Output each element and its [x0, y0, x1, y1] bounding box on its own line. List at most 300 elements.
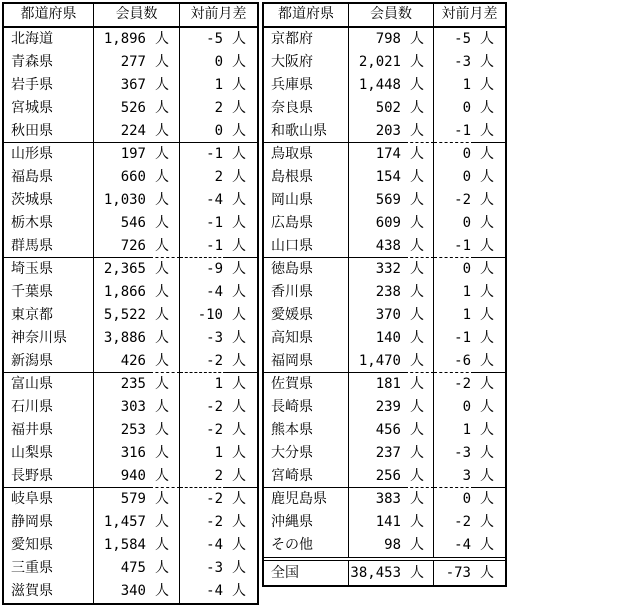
members-unit-label: 人: [150, 143, 180, 166]
diff-value-cell: -2: [206, 422, 223, 438]
table-row: [264, 143, 505, 166]
table-body-left: [4, 28, 257, 603]
diff-unit-label: 人: [232, 54, 246, 70]
diff-unit-label: 人: [474, 350, 505, 373]
members-unit-label: 人: [150, 465, 180, 488]
prefecture-name-cell: 山形県: [4, 143, 94, 166]
members-value-cell: 237: [375, 445, 401, 461]
diff-unit-label: 人: [480, 307, 494, 323]
diff-unit-label: 人: [474, 465, 505, 488]
diff-value-cell: 2: [214, 169, 223, 185]
diff-value-cell: -2: [454, 192, 471, 208]
table-row: [4, 327, 257, 350]
prefecture-name-cell: 長崎県: [264, 396, 349, 419]
diff-unit-label: 人: [232, 422, 246, 438]
header-prefecture: 都道府県: [4, 4, 94, 26]
prefecture-name-cell: 鹿児島県: [264, 488, 349, 511]
header-diff: 対前月差: [190, 6, 247, 22]
members-value-cell: 181: [375, 376, 401, 392]
table-row: [4, 304, 257, 327]
members-value-cell: 1,448: [358, 77, 401, 93]
members-unit-label: 人: [405, 327, 434, 350]
table-header-row: [4, 4, 257, 28]
diff-value-cell: 1: [214, 445, 223, 461]
table-row: [4, 143, 257, 166]
members-value-cell: 456: [375, 422, 401, 438]
members-value-cell: 660: [120, 169, 146, 185]
diff-unit-label: 人: [232, 261, 246, 277]
table-row: [4, 557, 257, 580]
members-unit-label: 人: [150, 51, 180, 74]
diff-unit-label: 人: [480, 31, 494, 47]
header-prefecture: 都道府県: [264, 4, 349, 26]
members-value-cell: 253: [120, 422, 146, 438]
table-row: [264, 97, 505, 120]
table-row: [264, 189, 505, 212]
members-value-cell: 609: [375, 215, 401, 231]
members-unit-label: 人: [150, 396, 180, 419]
prefecture-name-cell: 茨城県: [4, 189, 94, 212]
diff-value-cell: -5: [454, 31, 471, 47]
table-row: [4, 281, 257, 304]
prefecture-name-cell: 大阪府: [264, 51, 349, 74]
members-value-cell: 367: [120, 77, 146, 93]
diff-value-cell: 0: [214, 54, 223, 70]
table-row: [4, 419, 257, 442]
members-unit-label: 人: [405, 51, 434, 74]
members-unit-label: 人: [150, 212, 180, 235]
diff-value-cell: 1: [462, 307, 471, 323]
diff-value-cell: 0: [462, 169, 471, 185]
diff-unit-label: 人: [232, 215, 246, 231]
diff-value-cell: -2: [206, 399, 223, 415]
members-value-cell: 1,470: [349, 350, 405, 373]
diff-unit-label: 人: [226, 465, 257, 488]
diff-unit-label: 人: [232, 445, 246, 461]
diff-value-cell: -2: [454, 376, 471, 392]
diff-value-cell: -1: [434, 120, 474, 143]
diff-unit-label: 人: [232, 192, 246, 208]
prefecture-table-left: [2, 2, 259, 605]
diff-value-cell: -2: [206, 491, 223, 507]
members-unit-label: 人: [405, 442, 434, 465]
diff-unit-label: 人: [480, 146, 494, 162]
prefecture-name-cell: 岡山県: [264, 189, 349, 212]
table-row: [4, 465, 257, 488]
diff-unit-label: 人: [232, 284, 246, 300]
table-row: [4, 442, 257, 465]
prefecture-name-cell: 熊本県: [264, 419, 349, 442]
members-value-cell: 224: [94, 120, 150, 143]
prefecture-name-cell: 福岡県: [264, 350, 349, 373]
prefecture-name-cell: 徳島県: [264, 258, 349, 281]
diff-unit-label: 人: [232, 77, 246, 93]
diff-value-cell: -6: [434, 350, 474, 373]
prefecture-name-cell: 長野県: [4, 465, 94, 488]
members-value-cell: 370: [375, 307, 401, 323]
members-value-cell: 303: [120, 399, 146, 415]
diff-unit-label: 人: [480, 215, 494, 231]
diff-value-cell: -2: [454, 514, 471, 530]
total-members-value: 38,453: [350, 565, 401, 581]
diff-value-cell: 0: [462, 146, 471, 162]
diff-value-cell: -3: [454, 54, 471, 70]
members-unit-label: 人: [150, 580, 180, 603]
table-row: [4, 258, 257, 281]
table-row: [264, 235, 505, 258]
prefecture-name-cell: 宮城県: [4, 97, 94, 120]
table-row: [264, 281, 505, 304]
table-row: [4, 235, 257, 258]
members-value-cell: 940: [94, 465, 150, 488]
diff-unit-label: 人: [232, 307, 246, 323]
prefecture-name-cell: 東京都: [4, 304, 94, 327]
members-unit-label: 人: [405, 534, 434, 557]
table-row: [4, 189, 257, 212]
members-value-cell: 277: [120, 54, 146, 70]
diff-value-cell: -1: [206, 146, 223, 162]
prefecture-name-cell: 京都府: [264, 28, 349, 51]
diff-unit-label: 人: [480, 399, 494, 415]
members-unit-label: 人: [405, 511, 434, 534]
diff-value-cell: -9: [206, 261, 223, 277]
table-row: [4, 350, 257, 373]
table-row: [264, 28, 505, 51]
diff-unit-label: 人: [232, 491, 246, 507]
table-row: [4, 511, 257, 534]
members-value-cell: 5,522: [103, 307, 146, 323]
members-unit-label: 人: [405, 28, 434, 51]
members-unit-label: 人: [150, 534, 180, 557]
diff-unit-label: 人: [480, 422, 494, 438]
diff-value-cell: 1: [462, 284, 471, 300]
diff-value-cell: -4: [206, 192, 223, 208]
members-unit-label: 人: [405, 465, 434, 488]
members-unit-label: 人: [405, 120, 434, 143]
prefecture-name-cell: 石川県: [4, 396, 94, 419]
members-unit-label: 人: [150, 488, 180, 511]
prefecture-name-cell: 佐賀県: [264, 373, 349, 396]
prefecture-name-cell: 福島県: [4, 166, 94, 189]
members-unit-label: 人: [405, 258, 434, 281]
members-value-cell: 203: [349, 120, 405, 143]
total-label: 全国: [264, 561, 349, 585]
members-unit-label: 人: [405, 212, 434, 235]
diff-unit-label: 人: [232, 376, 246, 392]
table-row: [4, 74, 257, 97]
diff-value-cell: 0: [462, 261, 471, 277]
members-value-cell: 98: [384, 537, 401, 553]
diff-unit-label: 人: [226, 350, 257, 373]
members-value-cell: 174: [375, 146, 401, 162]
members-value-cell: 3,886: [103, 330, 146, 346]
diff-unit-label: 人: [480, 445, 494, 461]
diff-unit-label: 人: [232, 330, 246, 346]
members-value-cell: 256: [349, 465, 405, 488]
diff-value-cell: 0: [462, 100, 471, 116]
diff-value-cell: -10: [197, 307, 223, 323]
members-unit-label: 人: [150, 442, 180, 465]
table-row: [264, 74, 505, 97]
members-unit-label: 人: [150, 304, 180, 327]
prefecture-name-cell: 青森県: [4, 51, 94, 74]
prefecture-name-cell: 和歌山県: [264, 120, 349, 143]
members-unit-label: 人: [150, 120, 180, 143]
members-value-cell: 1,030: [103, 192, 146, 208]
prefecture-name-cell: 新潟県: [4, 350, 94, 373]
national-total-row: [264, 557, 505, 585]
members-value-cell: 1,896: [103, 31, 146, 47]
table-row: [4, 120, 257, 143]
diff-value-cell: -1: [434, 235, 474, 258]
table-row: [4, 396, 257, 419]
diff-value-cell: 2: [214, 100, 223, 116]
diff-unit-label: 人: [480, 169, 494, 185]
members-value-cell: 340: [120, 583, 146, 599]
prefecture-name-cell: 岐阜県: [4, 488, 94, 511]
members-unit-label: 人: [150, 557, 180, 580]
diff-unit-label: 人: [226, 235, 257, 258]
prefecture-name-cell: 香川県: [264, 281, 349, 304]
diff-unit-label: 人: [474, 235, 505, 258]
prefecture-name-cell: 秋田県: [4, 120, 94, 143]
table-row: [4, 166, 257, 189]
members-value-cell: 141: [375, 514, 401, 530]
table-row: [264, 212, 505, 235]
members-unit-label: 人: [405, 350, 434, 373]
members-value-cell: 2,021: [358, 54, 401, 70]
diff-value-cell: -4: [454, 537, 471, 553]
table-row: [264, 396, 505, 419]
table-row: [264, 419, 505, 442]
members-unit-label: 人: [405, 419, 434, 442]
members-value-cell: 235: [120, 376, 146, 392]
diff-unit-label: 人: [480, 376, 494, 392]
table-body-right: [264, 28, 505, 557]
members-value-cell: 316: [120, 445, 146, 461]
diff-unit-label: 人: [232, 560, 246, 576]
diff-value-cell: 3: [434, 465, 474, 488]
table-row: [264, 120, 505, 143]
members-value-cell: 2,365: [103, 261, 146, 277]
members-unit-label: 人: [150, 74, 180, 97]
diff-value-cell: 0: [462, 399, 471, 415]
prefecture-name-cell: 静岡県: [4, 511, 94, 534]
diff-unit-label: 人: [232, 583, 246, 599]
members-unit-label: 人: [150, 281, 180, 304]
diff-unit-label: 人: [480, 330, 494, 346]
diff-unit-label: 人: [226, 120, 257, 143]
prefecture-name-cell: 富山県: [4, 373, 94, 396]
diff-unit-label: 人: [232, 399, 246, 415]
diff-unit-label: 人: [480, 77, 494, 93]
members-unit-label: 人: [150, 373, 180, 396]
prefecture-name-cell: 神奈川県: [4, 327, 94, 350]
diff-value-cell: -1: [206, 215, 223, 231]
table-row: [4, 534, 257, 557]
prefecture-name-cell: 千葉県: [4, 281, 94, 304]
diff-value-cell: 0: [462, 215, 471, 231]
members-value-cell: 569: [375, 192, 401, 208]
members-value-cell: 238: [375, 284, 401, 300]
members-value-cell: 1,866: [103, 284, 146, 300]
table-row: [264, 327, 505, 350]
diff-value-cell: -4: [206, 284, 223, 300]
members-unit-label: 人: [405, 561, 434, 585]
table-row: [264, 373, 505, 396]
prefecture-name-cell: 鳥取県: [264, 143, 349, 166]
diff-unit-label: 人: [480, 261, 494, 277]
prefecture-name-cell: 北海道: [4, 28, 94, 51]
diff-value-cell: 0: [462, 491, 471, 507]
prefecture-name-cell: 島根県: [264, 166, 349, 189]
table-row: [264, 465, 505, 488]
prefecture-name-cell: 沖縄県: [264, 511, 349, 534]
members-value-cell: 526: [120, 100, 146, 116]
diff-unit-label: 人: [480, 514, 494, 530]
diff-value-cell: 1: [214, 376, 223, 392]
diff-unit-label: 人: [232, 537, 246, 553]
prefecture-name-cell: 大分県: [264, 442, 349, 465]
table-header-row: [264, 4, 505, 28]
prefecture-name-cell: 愛媛県: [264, 304, 349, 327]
table-row: [264, 534, 505, 557]
members-unit-label: 人: [150, 235, 180, 258]
table-row: [4, 97, 257, 120]
prefecture-name-cell: 岩手県: [4, 74, 94, 97]
diff-unit-label: 人: [232, 169, 246, 185]
members-value-cell: 154: [375, 169, 401, 185]
table-row: [4, 580, 257, 603]
diff-unit-label: 人: [480, 537, 494, 553]
members-value-cell: 502: [375, 100, 401, 116]
diff-value-cell: -4: [206, 537, 223, 553]
members-value-cell: 1,584: [103, 537, 146, 553]
table-row: [264, 166, 505, 189]
table-row: [4, 212, 257, 235]
prefecture-name-cell: 埼玉県: [4, 258, 94, 281]
table-row: [4, 373, 257, 396]
diff-value-cell: -2: [206, 514, 223, 530]
members-value-cell: 383: [375, 491, 401, 507]
total-diff-value: -73: [445, 565, 471, 581]
members-unit-label: 人: [405, 396, 434, 419]
prefecture-name-cell: 栃木県: [4, 212, 94, 235]
diff-unit-label: 人: [232, 31, 246, 47]
table-row: [264, 51, 505, 74]
table-row: [4, 28, 257, 51]
members-unit-label: 人: [405, 281, 434, 304]
members-value-cell: 546: [120, 215, 146, 231]
prefecture-name-cell: 山梨県: [4, 442, 94, 465]
diff-unit-label: 人: [480, 100, 494, 116]
members-value-cell: 1,457: [103, 514, 146, 530]
diff-value-cell: -3: [206, 330, 223, 346]
diff-value-cell: -1: [454, 330, 471, 346]
diff-unit-label: 人: [480, 284, 494, 300]
diff-unit-label: 人: [480, 565, 494, 581]
members-value-cell: 475: [120, 560, 146, 576]
table-row: [264, 488, 505, 511]
diff-unit-label: 人: [480, 54, 494, 70]
members-unit-label: 人: [405, 373, 434, 396]
diff-value-cell: 1: [462, 422, 471, 438]
prefecture-name-cell: 奈良県: [264, 97, 349, 120]
members-value-cell: 579: [120, 491, 146, 507]
members-unit-label: 人: [405, 74, 434, 97]
diff-unit-label: 人: [480, 192, 494, 208]
members-unit-label: 人: [405, 304, 434, 327]
members-unit-label: 人: [150, 350, 180, 373]
members-unit-label: 人: [405, 143, 434, 166]
prefecture-name-cell: 愛知県: [4, 534, 94, 557]
members-value-cell: 332: [375, 261, 401, 277]
table-row: [264, 350, 505, 373]
prefecture-name-cell: その他: [264, 534, 349, 557]
table-row: [4, 51, 257, 74]
table-row: [264, 442, 505, 465]
table-row: [264, 511, 505, 534]
prefecture-name-cell: 三重県: [4, 557, 94, 580]
members-unit-label: 人: [150, 258, 180, 281]
table-row: [4, 488, 257, 511]
members-unit-label: 人: [150, 97, 180, 120]
prefecture-table-right: [262, 2, 507, 587]
prefecture-name-cell: 広島県: [264, 212, 349, 235]
members-value-cell: 726: [94, 235, 150, 258]
diff-value-cell: -1: [180, 235, 226, 258]
header-members: 会員数: [349, 4, 434, 26]
members-unit-label: 人: [405, 488, 434, 511]
members-unit-label: 人: [405, 189, 434, 212]
members-unit-label: 人: [405, 166, 434, 189]
prefecture-name-cell: 高知県: [264, 327, 349, 350]
members-unit-label: 人: [150, 28, 180, 51]
members-unit-label: 人: [150, 166, 180, 189]
table-row: [264, 304, 505, 327]
diff-value-cell: 1: [462, 77, 471, 93]
members-unit-label: 人: [405, 235, 434, 258]
prefecture-name-cell: 群馬県: [4, 235, 94, 258]
diff-unit-label: 人: [480, 491, 494, 507]
diff-unit-label: 人: [232, 146, 246, 162]
members-unit-label: 人: [150, 327, 180, 350]
header-members: 会員数: [94, 4, 180, 26]
diff-value-cell: 2: [180, 465, 226, 488]
prefecture-name-cell: 福井県: [4, 419, 94, 442]
members-value-cell: 197: [120, 146, 146, 162]
prefecture-name-cell: 滋賀県: [4, 580, 94, 603]
members-unit-label: 人: [405, 97, 434, 120]
diff-unit-label: 人: [474, 120, 505, 143]
members-value-cell: 438: [349, 235, 405, 258]
members-unit-label: 人: [150, 511, 180, 534]
prefecture-name-cell: 兵庫県: [264, 74, 349, 97]
prefecture-name-cell: 宮崎県: [264, 465, 349, 488]
diff-unit-label: 人: [232, 100, 246, 116]
diff-value-cell: -5: [206, 31, 223, 47]
diff-value-cell: -3: [206, 560, 223, 576]
members-unit-label: 人: [150, 419, 180, 442]
members-unit-label: 人: [150, 189, 180, 212]
table-row: [264, 258, 505, 281]
diff-value-cell: -2: [180, 350, 226, 373]
header-diff: 対前月差: [441, 6, 498, 22]
diff-value-cell: 1: [214, 77, 223, 93]
diff-value-cell: -3: [454, 445, 471, 461]
diff-value-cell: 0: [180, 120, 226, 143]
members-value-cell: 140: [375, 330, 401, 346]
